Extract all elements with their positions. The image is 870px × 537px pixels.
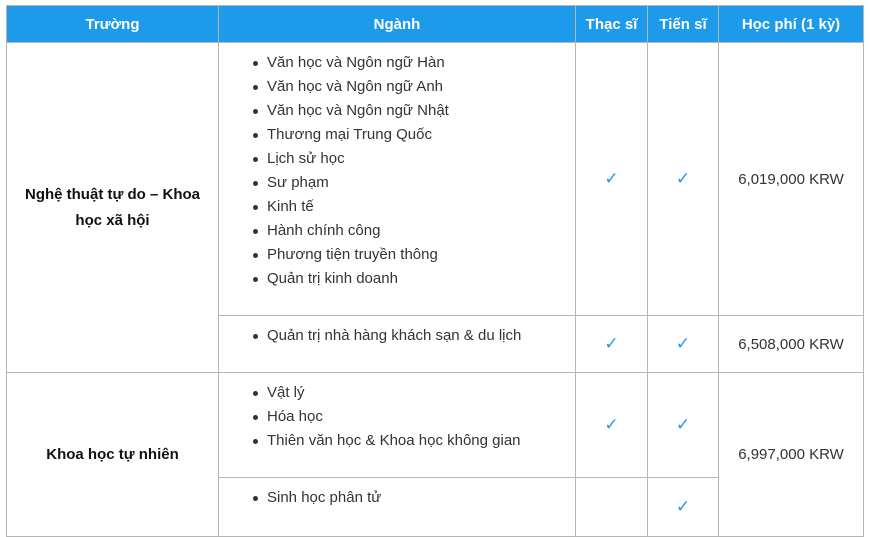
list-item: Văn học và Ngôn ngữ Hàn <box>267 51 575 75</box>
list-item: Hành chính công <box>267 219 575 243</box>
table-row <box>7 43 864 316</box>
masters-check-icon: ✓ <box>576 43 648 316</box>
masters-check-icon: ✓ <box>576 316 648 373</box>
list-item: Phương tiện truyền thông <box>267 243 575 267</box>
masters-empty-cell <box>576 478 648 537</box>
majors-list <box>219 316 575 348</box>
list-item: Văn học và Ngôn ngữ Nhật <box>267 99 575 123</box>
majors-cell <box>219 43 576 316</box>
school-name: Khoa học tự nhiên <box>7 373 219 537</box>
fee-value: 6,997,000 KRW <box>719 373 864 537</box>
list-item: Thiên văn học & Khoa học không gian <box>267 429 575 453</box>
header-nganh: Ngành <box>219 6 576 43</box>
header-hoc-phi: Học phí (1 kỳ) <box>719 6 864 43</box>
majors-cell <box>219 373 576 478</box>
table-row <box>7 373 864 478</box>
doctorate-check-icon: ✓ <box>648 43 719 316</box>
majors-cell <box>219 478 576 537</box>
doctorate-check-icon: ✓ <box>648 478 719 537</box>
fee-value: 6,508,000 KRW <box>719 316 864 373</box>
list-item: Sinh học phân tử <box>267 486 575 510</box>
list-item: Quản trị kinh doanh <box>267 267 575 291</box>
list-item: Quản trị nhà hàng khách sạn & du lịch <box>267 324 575 348</box>
doctorate-check-icon: ✓ <box>648 316 719 373</box>
program-table <box>6 5 864 537</box>
list-item: Hóa học <box>267 405 575 429</box>
list-item: Văn học và Ngôn ngữ Anh <box>267 75 575 99</box>
majors-list <box>219 43 575 291</box>
list-item: Vật lý <box>267 381 575 405</box>
doctorate-check-icon: ✓ <box>648 373 719 478</box>
majors-cell <box>219 316 576 373</box>
list-item: Sư phạm <box>267 171 575 195</box>
masters-check-icon: ✓ <box>576 373 648 478</box>
fee-value: 6,019,000 KRW <box>719 43 864 316</box>
school-name: Nghệ thuật tự do – Khoa học xã hội <box>7 43 219 373</box>
majors-list <box>219 478 575 510</box>
header-tien-si: Tiến sĩ <box>648 6 719 43</box>
header-truong: Trường <box>7 6 219 43</box>
header-row <box>7 6 864 43</box>
list-item: Kinh tế <box>267 195 575 219</box>
list-item: Lịch sử học <box>267 147 575 171</box>
header-thac-si: Thạc sĩ <box>576 6 648 43</box>
majors-list <box>219 373 575 453</box>
list-item: Thương mại Trung Quốc <box>267 123 575 147</box>
